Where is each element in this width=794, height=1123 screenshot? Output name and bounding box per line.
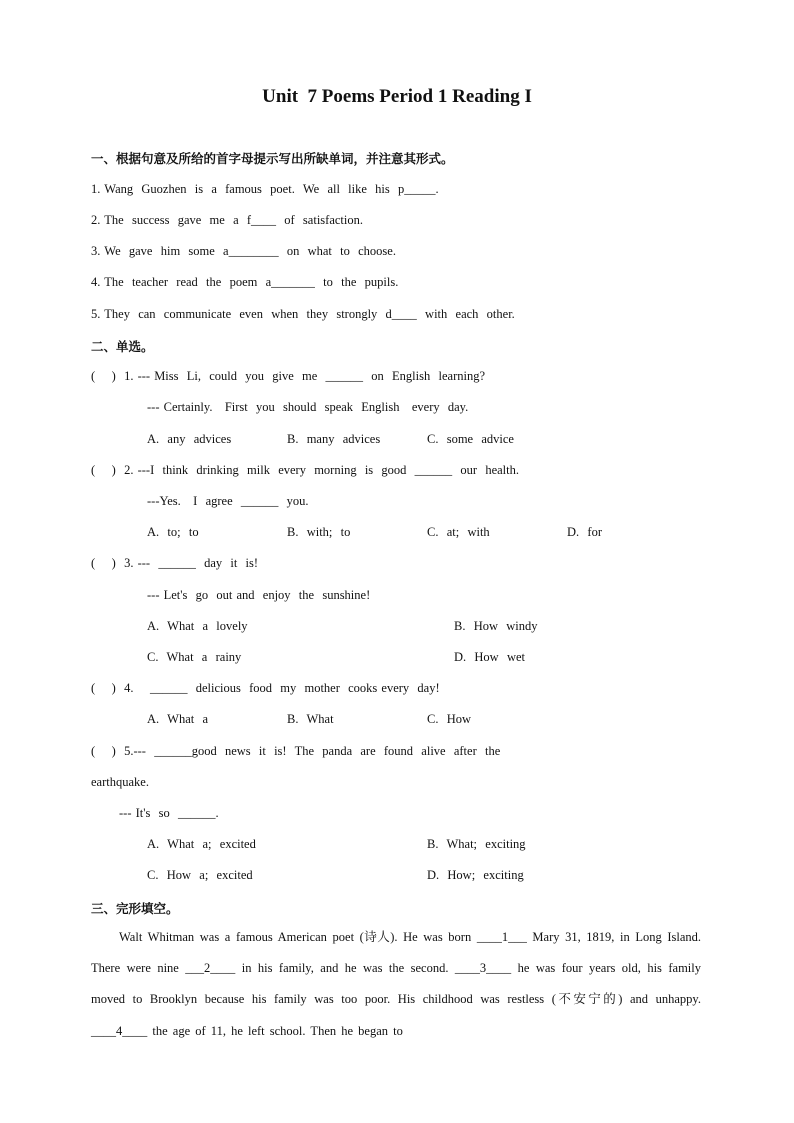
question-5-option-b: B. What; exciting bbox=[427, 837, 526, 851]
cloze-passage: Walt Whitman was a famous American poet (诗人). He was born ____1___ Mary 31, 1819, in Long Island. There were nine ___2____ in his family, and he was the second. ____3____ he was four years old, his family moved to Brooklyn because his family was too poor. His childhood was restless (不安宁的) and unhappy. ____4____ the age of 11, he left school. Then he began to bbox=[91, 930, 701, 1038]
question-2-stem: ( ) 2. ---I think drinking milk every morning is good ______ our health. bbox=[91, 463, 519, 477]
question-1-reply: --- Certainly. First you should speak English every day. bbox=[147, 400, 469, 414]
question-3-reply: --- Let's go out and enjoy the sunshine! bbox=[147, 588, 371, 602]
question-4-option-a: A. What a bbox=[147, 712, 209, 726]
question-3-option-a: A. What a lovely bbox=[147, 619, 248, 633]
fill-item-3: 3. We gave him some a________ on what to choose. bbox=[91, 244, 396, 258]
question-1-option-a: A. any advices bbox=[147, 432, 232, 446]
question-5-option-c: C. How a; excited bbox=[147, 868, 253, 882]
question-3-option-c: C. What a rainy bbox=[147, 650, 242, 664]
question-4-option-c: C. How bbox=[427, 712, 472, 726]
section2-heading: 二、单选。 bbox=[91, 339, 154, 354]
section3-heading: 三、完形填空。 bbox=[91, 901, 179, 916]
question-4-option-b: B. What bbox=[287, 712, 334, 726]
question-1-option-c: C. some advice bbox=[427, 432, 514, 446]
question-2-option-c: C. at; with bbox=[427, 525, 490, 539]
fill-item-5: 5. They can communicate even when they strongly d____ with each other. bbox=[91, 307, 515, 321]
fill-item-1: 1. Wang Guozhen is a famous poet. We all like his p_____. bbox=[91, 182, 439, 196]
question-5-stem-continued: earthquake. bbox=[91, 775, 149, 789]
question-2-reply: ---Yes. I agree ______ you. bbox=[147, 494, 309, 508]
question-2-option-b: B. with; to bbox=[287, 525, 351, 539]
question-3-stem: ( ) 3. --- ______ day it is! bbox=[91, 556, 259, 570]
section1-heading: 一、根据句意及所给的首字母提示写出所缺单词，并注意其形式。 bbox=[91, 151, 454, 166]
fill-item-4: 4. The teacher read the poem a_______ to the pupils. bbox=[91, 275, 399, 289]
question-1-option-b: B. many advices bbox=[287, 432, 381, 446]
page-title: Unit 7 Poems Period 1 Reading I bbox=[262, 86, 532, 107]
question-4-stem: ( ) 4. ______ delicious food my mother cooks every day! bbox=[91, 681, 440, 695]
question-1-stem: ( ) 1. --- Miss Li, could you give me ______ on English learning? bbox=[91, 369, 485, 383]
question-3-option-b: B. How windy bbox=[454, 619, 538, 633]
question-5-reply: --- It's so ______. bbox=[119, 806, 219, 820]
question-5-stem: ( ) 5.--- ______good news it is! The panda are found alive after the bbox=[91, 744, 501, 758]
question-2-option-a: A. to; to bbox=[147, 525, 199, 539]
question-5-option-a: A. What a; excited bbox=[147, 837, 256, 851]
question-3-option-d: D. How wet bbox=[454, 650, 526, 664]
question-2-option-d: D. for bbox=[567, 525, 602, 539]
question-5-option-d: D. How; exciting bbox=[427, 868, 524, 882]
fill-item-2: 2. The success gave me a f____ of satisfaction. bbox=[91, 213, 363, 227]
